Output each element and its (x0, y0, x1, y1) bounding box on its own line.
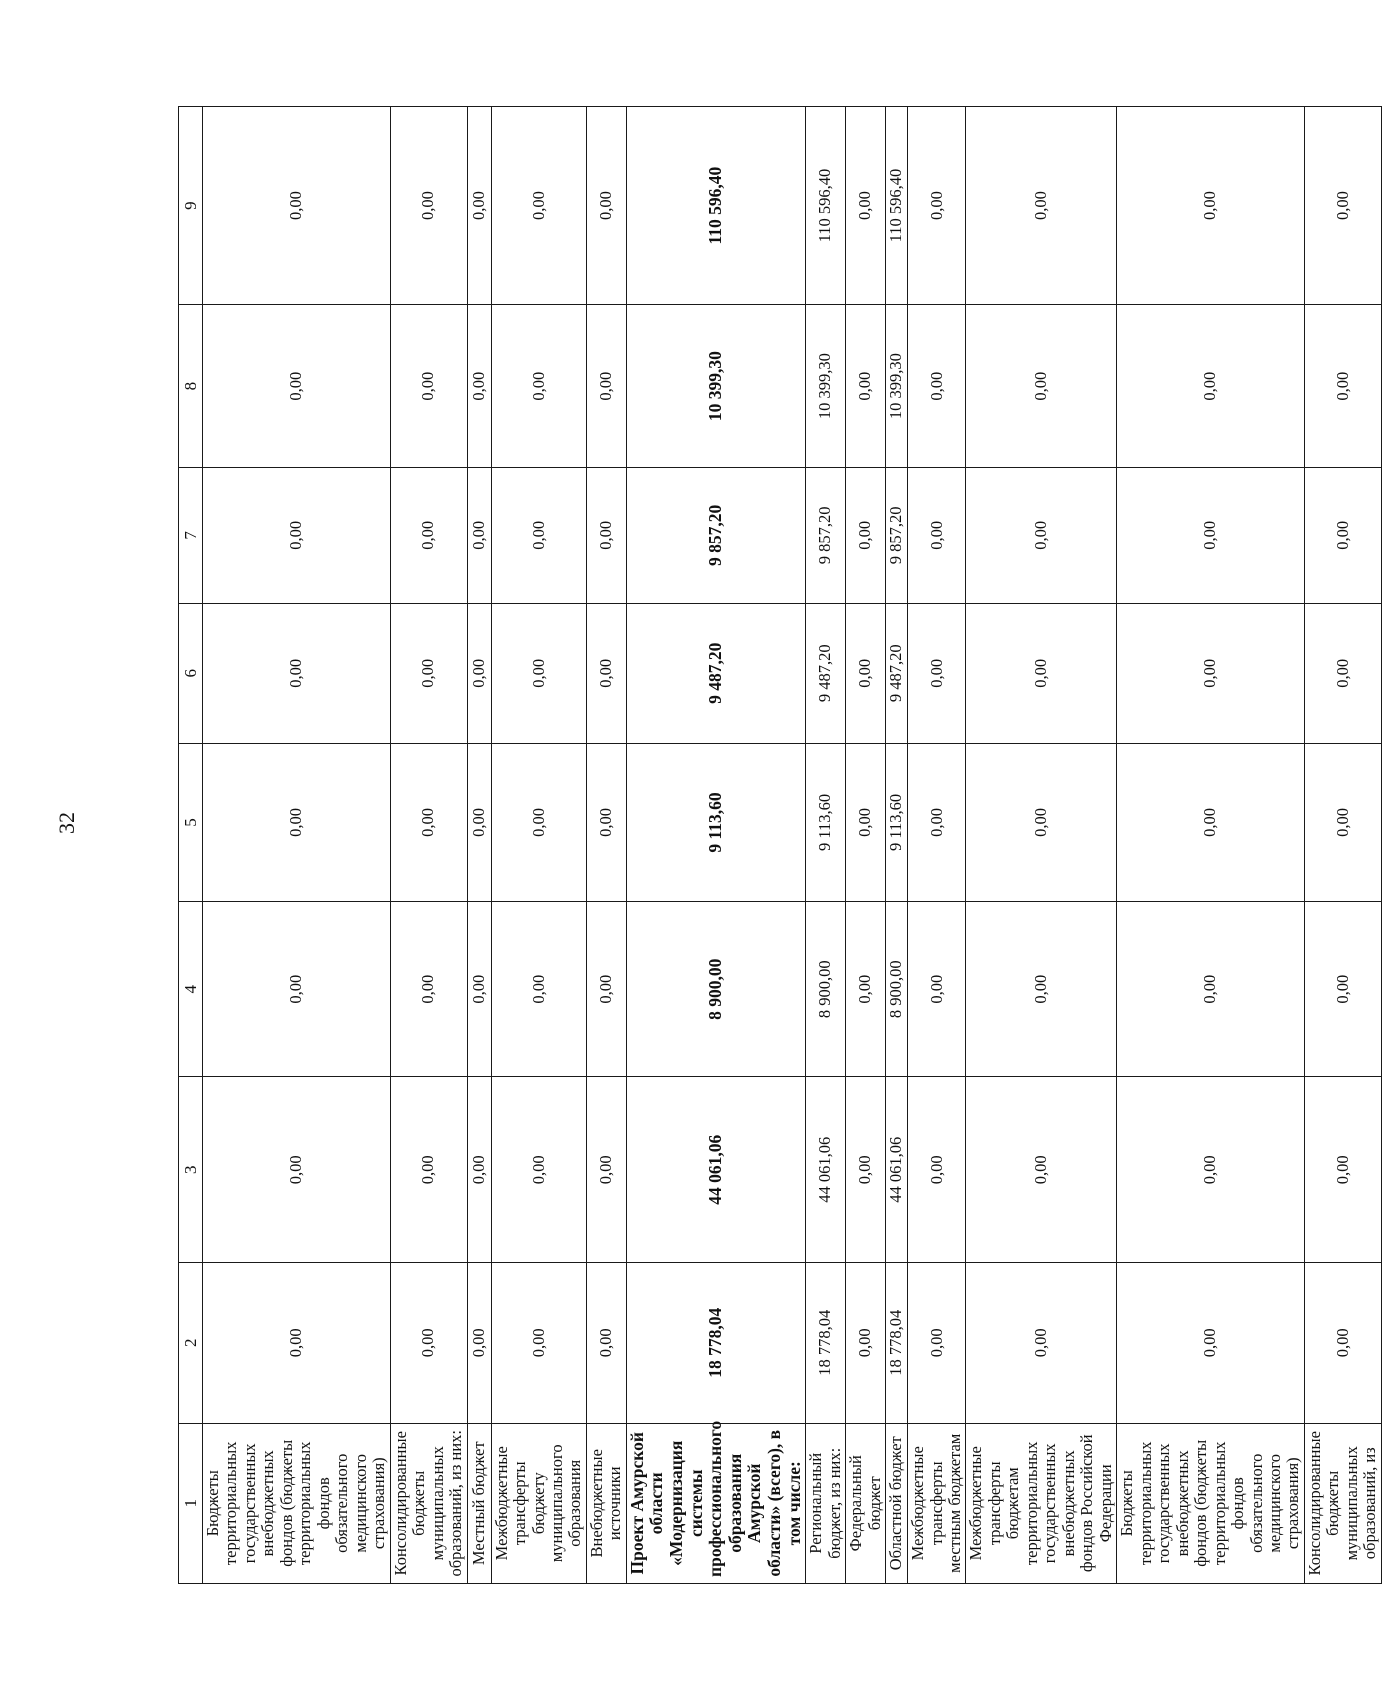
value-cell: 0,00 (966, 1263, 1117, 1423)
table-row (806, 107, 846, 1584)
value-cell: 0,00 (467, 305, 491, 468)
value-cell: 44 061,06 (886, 1077, 908, 1263)
value-cell: 0,00 (586, 468, 626, 603)
value-cell: 0,00 (908, 743, 966, 901)
value-cell: 18 778,04 (626, 1263, 805, 1423)
row-label: Местный бюджет (467, 1423, 491, 1583)
value-cell: 0,00 (1304, 603, 1381, 743)
value-cell: 0,00 (390, 743, 467, 901)
value-cell: 18 778,04 (886, 1263, 908, 1423)
value-cell: 0,00 (491, 305, 586, 468)
value-cell: 10 399,30 (626, 305, 805, 468)
value-cell: 44 061,06 (806, 1077, 846, 1263)
value-cell: 0,00 (846, 1077, 886, 1263)
value-cell: 0,00 (1304, 305, 1381, 468)
value-cell: 0,00 (467, 1077, 491, 1263)
row-label: Проект Амурской области «Модернизация системы профессионального образования Амурской области» (всего), в том числе: (626, 1423, 805, 1583)
value-cell: 0,00 (1304, 107, 1381, 305)
value-cell: 0,00 (1117, 107, 1305, 305)
value-cell: 9 857,20 (886, 468, 908, 603)
value-cell: 0,00 (908, 305, 966, 468)
value-cell: 9 113,60 (806, 743, 846, 901)
value-cell: 0,00 (908, 1077, 966, 1263)
value-cell: 0,00 (1117, 901, 1305, 1077)
row-label: Межбюджетные трансферты бюджету муниципального образования (491, 1423, 586, 1583)
value-cell: 0,00 (586, 107, 626, 305)
row-label: Федеральный бюджет (846, 1423, 886, 1583)
header-cell: 7 (179, 468, 203, 603)
value-cell: 0,00 (491, 1077, 586, 1263)
value-cell: 0,00 (846, 743, 886, 901)
value-cell: 0,00 (908, 468, 966, 603)
value-cell: 110 596,40 (886, 107, 908, 305)
value-cell: 0,00 (908, 603, 966, 743)
value-cell: 10 399,30 (886, 305, 908, 468)
row-label: Бюджеты территориальных государственных внебюджетных фондов (бюджеты территориальных фондов обязательного медицинского страхования) (1117, 1423, 1305, 1583)
value-cell: 0,00 (491, 901, 586, 1077)
value-cell: 0,00 (846, 603, 886, 743)
value-cell: 0,00 (908, 1263, 966, 1423)
value-cell: 0,00 (390, 1077, 467, 1263)
header-row (179, 107, 203, 1584)
value-cell: 0,00 (1117, 305, 1305, 468)
row-label: Межбюджетные трансферты бюджетам территориальных государственных внебюджетных фондов Российской Федерации (966, 1423, 1117, 1583)
value-cell: 0,00 (908, 901, 966, 1077)
table-row (846, 107, 886, 1584)
value-cell: 0,00 (846, 468, 886, 603)
header-cell: 8 (179, 305, 203, 468)
value-cell: 0,00 (966, 743, 1117, 901)
value-cell: 0,00 (203, 901, 391, 1077)
value-cell: 0,00 (1117, 468, 1305, 603)
table-row (966, 107, 1117, 1584)
value-cell: 18 778,04 (806, 1263, 846, 1423)
value-cell: 0,00 (491, 743, 586, 901)
value-cell: 8 900,00 (626, 901, 805, 1077)
value-cell: 0,00 (203, 107, 391, 305)
value-cell: 0,00 (1117, 1077, 1305, 1263)
value-cell: 0,00 (966, 468, 1117, 603)
value-cell: 8 900,00 (806, 901, 846, 1077)
page-number: 32 (54, 812, 79, 834)
value-cell: 0,00 (846, 107, 886, 305)
value-cell: 0,00 (390, 107, 467, 305)
value-cell: 0,00 (491, 468, 586, 603)
value-cell: 10 399,30 (806, 305, 846, 468)
value-cell: 9 487,20 (886, 603, 908, 743)
table-row (586, 107, 626, 1584)
value-cell: 0,00 (586, 305, 626, 468)
value-cell: 0,00 (966, 603, 1117, 743)
value-cell: 0,00 (467, 901, 491, 1077)
budget-table (178, 106, 1382, 1584)
value-cell: 0,00 (1304, 1263, 1381, 1423)
table-row (491, 107, 586, 1584)
row-label: Областной бюджет (886, 1423, 908, 1583)
value-cell: 0,00 (1117, 743, 1305, 901)
table-row-project-total (626, 107, 805, 1584)
rotated-table-wrapper (178, 106, 1380, 1584)
value-cell: 0,00 (586, 1077, 626, 1263)
value-cell: 9 487,20 (626, 603, 805, 743)
value-cell: 9 113,60 (626, 743, 805, 901)
value-cell: 9 113,60 (886, 743, 908, 901)
value-cell: 0,00 (390, 1263, 467, 1423)
header-cell: 6 (179, 603, 203, 743)
table-row (908, 107, 966, 1584)
value-cell: 9 857,20 (806, 468, 846, 603)
row-label: Консолидированные бюджеты муниципальных образований, из них: (390, 1423, 467, 1583)
value-cell: 0,00 (467, 468, 491, 603)
header-cell: 1 (179, 1423, 203, 1583)
value-cell: 0,00 (586, 603, 626, 743)
header-cell: 3 (179, 1077, 203, 1263)
value-cell: 0,00 (203, 468, 391, 603)
value-cell: 0,00 (467, 743, 491, 901)
table-row (203, 107, 391, 1584)
value-cell: 0,00 (491, 107, 586, 305)
value-cell: 0,00 (908, 107, 966, 305)
row-label: Межбюджетные трансферты местным бюджетам (908, 1423, 966, 1583)
value-cell: 0,00 (1304, 468, 1381, 603)
value-cell: 0,00 (846, 1263, 886, 1423)
header-cell: 2 (179, 1263, 203, 1423)
value-cell: 0,00 (586, 743, 626, 901)
row-label: Консолидированные бюджеты муниципальных образований, из (1304, 1423, 1381, 1583)
header-cell: 4 (179, 901, 203, 1077)
value-cell: 0,00 (390, 901, 467, 1077)
value-cell: 0,00 (846, 901, 886, 1077)
value-cell: 0,00 (1117, 603, 1305, 743)
table-row (390, 107, 467, 1584)
value-cell: 0,00 (1117, 1263, 1305, 1423)
table-row (467, 107, 491, 1584)
header-cell: 9 (179, 107, 203, 305)
value-cell: 0,00 (586, 1263, 626, 1423)
value-cell: 0,00 (203, 603, 391, 743)
value-cell: 0,00 (390, 468, 467, 603)
value-cell: 9 857,20 (626, 468, 805, 603)
value-cell: 0,00 (467, 603, 491, 743)
value-cell: 0,00 (390, 305, 467, 468)
value-cell: 0,00 (966, 901, 1117, 1077)
value-cell: 0,00 (203, 743, 391, 901)
value-cell: 0,00 (1304, 1077, 1381, 1263)
value-cell: 0,00 (491, 1263, 586, 1423)
header-cell: 5 (179, 743, 203, 901)
row-label: Бюджеты территориальных государственных внебюджетных фондов (бюджеты территориальных фондов обязательного медицинского страхования) (203, 1423, 391, 1583)
value-cell: 0,00 (203, 305, 391, 468)
table-row (1304, 107, 1381, 1584)
row-label: Внебюджетные источники (586, 1423, 626, 1583)
value-cell: 0,00 (467, 1263, 491, 1423)
value-cell: 0,00 (1304, 901, 1381, 1077)
row-label: Региональный бюджет, из них: (806, 1423, 846, 1583)
value-cell: 0,00 (203, 1263, 391, 1423)
value-cell: 0,00 (1304, 743, 1381, 901)
value-cell: 110 596,40 (626, 107, 805, 305)
value-cell: 110 596,40 (806, 107, 846, 305)
table-row (1117, 107, 1305, 1584)
value-cell: 0,00 (846, 305, 886, 468)
value-cell: 0,00 (966, 1077, 1117, 1263)
value-cell: 0,00 (467, 107, 491, 305)
value-cell: 0,00 (203, 1077, 391, 1263)
value-cell: 8 900,00 (886, 901, 908, 1077)
value-cell: 0,00 (966, 107, 1117, 305)
value-cell: 0,00 (390, 603, 467, 743)
value-cell: 9 487,20 (806, 603, 846, 743)
value-cell: 0,00 (966, 305, 1117, 468)
value-cell: 0,00 (586, 901, 626, 1077)
value-cell: 44 061,06 (626, 1077, 805, 1263)
table-row (886, 107, 908, 1584)
value-cell: 0,00 (491, 603, 586, 743)
